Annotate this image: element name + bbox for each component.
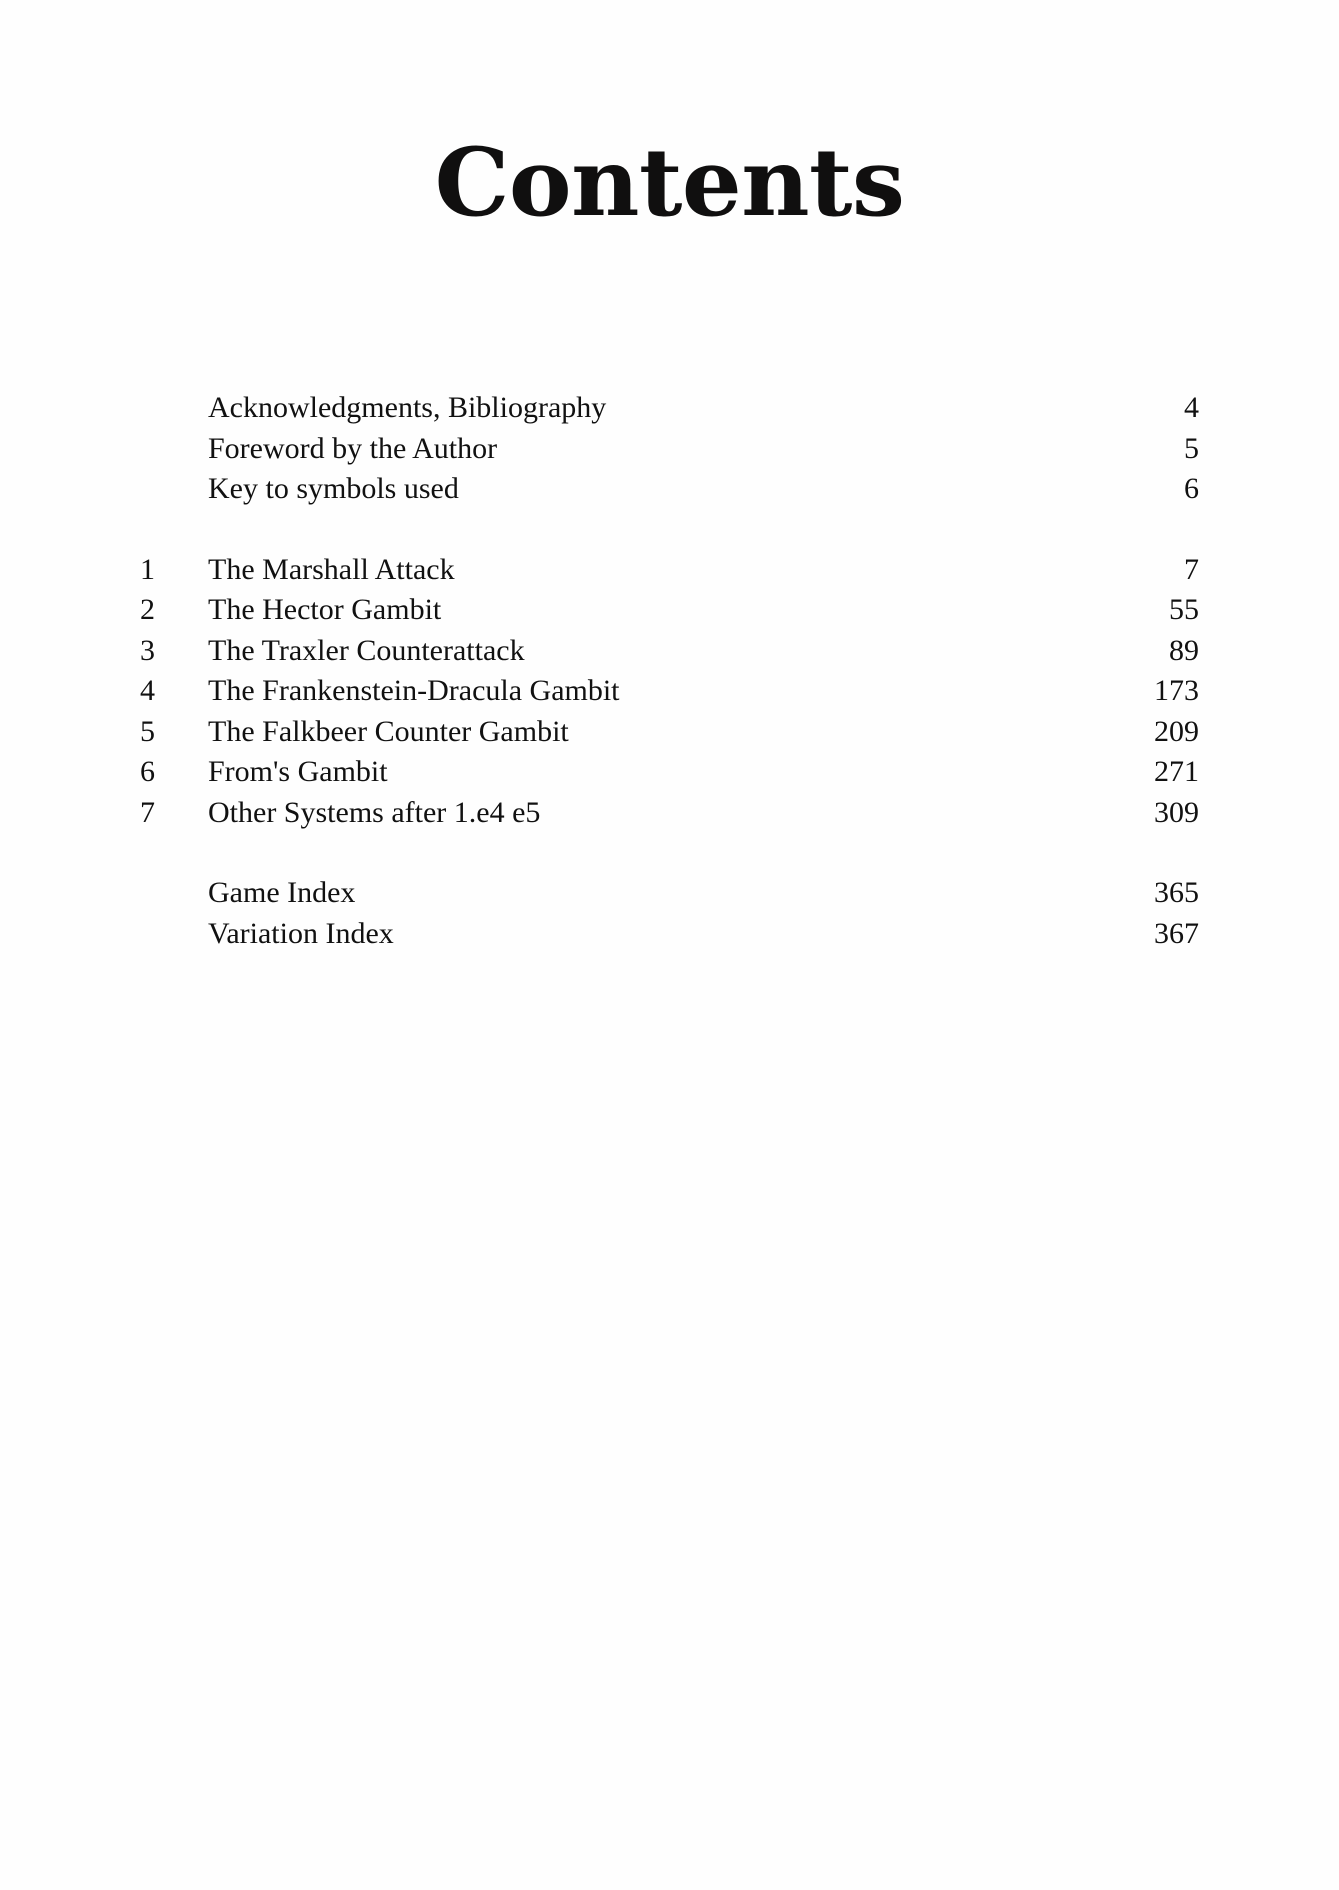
chapter-label: The Marshall Attack [208, 552, 455, 586]
list-item[interactable] [140, 752, 1199, 793]
list-item[interactable] [140, 550, 1199, 591]
list-item[interactable] [140, 793, 1199, 834]
page-title: Contents [434, 128, 905, 238]
chapter-page: 309 [1154, 795, 1199, 829]
chapter-number: 1 [140, 552, 155, 586]
chapters-group [140, 550, 1199, 834]
chapter-number: 7 [140, 795, 155, 829]
chapter-label: The Traxler Counterattack [208, 633, 525, 667]
chapter-page: 7 [1184, 552, 1199, 586]
entry-page: 6 [1184, 472, 1199, 505]
back-matter-group [140, 873, 1199, 954]
entry-label: Game Index [208, 876, 356, 909]
chapter-page: 271 [1154, 755, 1199, 788]
chapter-label: The Falkbeer Counter Gambit [208, 714, 569, 748]
chapter-number: 4 [140, 674, 155, 707]
entry-page: 367 [1154, 916, 1199, 950]
entry-label: Acknowledgments, Bibliography [208, 391, 607, 424]
entry-label: Variation Index [208, 916, 394, 950]
chapter-number: 5 [140, 714, 155, 748]
entry-page: 365 [1154, 876, 1199, 909]
list-item[interactable] [140, 873, 1199, 914]
chapter-page: 209 [1154, 714, 1199, 748]
chapter-number: 6 [140, 755, 155, 788]
list-item[interactable] [140, 388, 1199, 429]
chapter-page: 89 [1169, 633, 1199, 667]
chapter-page: 173 [1154, 674, 1199, 707]
entry-page: 4 [1184, 391, 1199, 424]
list-item[interactable] [140, 631, 1199, 672]
chapter-label: The Hector Gambit [208, 593, 442, 626]
front-matter-group [140, 388, 1199, 510]
chapter-label: Other Systems after 1.e4 e5 [208, 795, 541, 829]
list-item[interactable] [140, 914, 1199, 955]
entry-label: Key to symbols used [208, 472, 459, 505]
list-item[interactable] [140, 469, 1199, 510]
entry-page: 5 [1184, 431, 1199, 465]
list-item[interactable] [140, 671, 1199, 712]
chapter-label: From's Gambit [208, 755, 388, 788]
table-of-contents [140, 388, 1199, 954]
list-item[interactable] [140, 712, 1199, 753]
entry-label: Foreword by the Author [208, 431, 498, 465]
chapter-number: 2 [140, 593, 155, 626]
chapter-page: 55 [1169, 593, 1199, 626]
list-item[interactable] [140, 590, 1199, 631]
list-item[interactable] [140, 429, 1199, 470]
chapter-number: 3 [140, 633, 155, 667]
chapter-label: The Frankenstein-Dracula Gambit [208, 674, 620, 707]
